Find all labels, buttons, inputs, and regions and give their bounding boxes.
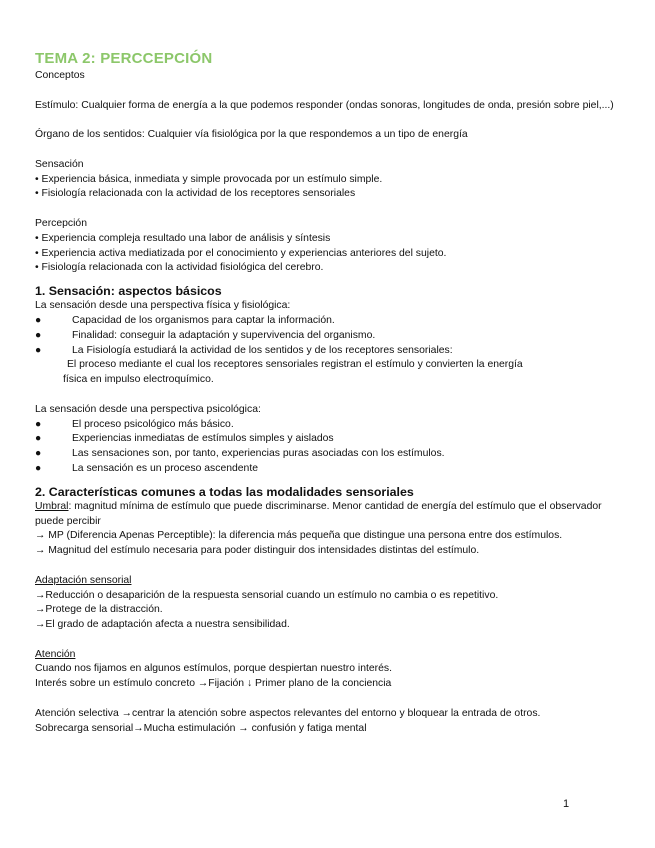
umbral-text: : magnitud mínima de estímulo que puede discriminarse. Menor cantidad de energía del estímulo que el observador puede percibir (35, 500, 602, 527)
section1-bullet (35, 447, 625, 462)
percepcion-item: • Experiencia compleja resultado una labor de análisis y síntesis (35, 232, 331, 244)
estimulo-definition: Estímulo: Cualquier forma de energía a la que podemos responder (ondas sonoras, longitudes de onda, presión sobre piel,...) (35, 99, 614, 111)
document-page (35, 49, 625, 736)
percepcion-item: • Experiencia activa mediatizada por el conocimiento y experiencias anteriores del sujeto. (35, 247, 447, 259)
bullet-dot: ● (35, 344, 42, 356)
sensacion-item: • Fisiología relacionada con la actividad de los receptores sensoriales (35, 188, 356, 200)
bullet-text: La Fisiología estudiará la actividad de los sentidos y de los receptores sensoriales: (72, 344, 453, 356)
atencion-heading: Atención (35, 648, 76, 660)
bullet-dot: ● (35, 462, 42, 474)
section1-bullet (35, 462, 625, 477)
bullet-text: Finalidad: conseguir la adaptación y supervivencia del organismo. (72, 329, 376, 341)
section1-intro-psychological: La sensación desde una perspectiva psicológica: (35, 403, 261, 415)
bullet-text: El proceso psicológico más básico. (72, 418, 234, 430)
umbral-label: Umbral (35, 500, 69, 512)
section1-bullet (35, 432, 625, 447)
bullet-text: La sensación es un proceso ascendente (72, 462, 259, 474)
sensacion-heading: Sensación (35, 158, 84, 170)
section1-heading: 1. Sensación: aspectos básicos (35, 284, 222, 299)
adaptacion-item: →El grado de adaptación afecta a nuestra sensibilidad. (35, 619, 290, 631)
section1-bullet (35, 344, 625, 359)
mp-definition: → MP (Diferencia Apenas Perceptible): la diferencia más pequeña que distingue una persona entre dos estímulos. (35, 530, 563, 542)
conceptos-label: Conceptos (35, 70, 85, 81)
bullet-text: Experiencias inmediatas de estímulos simples y aislados (72, 433, 334, 445)
bullet-text: Las sensaciones son, por tanto, experiencias puras asociadas con los estímulos. (72, 448, 445, 460)
section1-subtext: física en impulso electroquímico. (63, 374, 214, 386)
bullet-dot: ● (35, 448, 42, 460)
atencion-item: Cuando nos fijamos en algunos estímulos, porque despiertan nuestro interés. (35, 663, 392, 675)
sensacion-item: • Experiencia básica, inmediata y simple provocada por un estímulo simple. (35, 173, 383, 185)
adaptacion-item: →Reducción o desaparición de la respuesta sensorial cuando un estímulo no cambia o es repetitivo. (35, 589, 499, 601)
atencion-selectiva: Atención selectiva →centrar la atención sobre aspectos relevantes del entorno y bloquear la entrada de otros. (35, 707, 541, 719)
section1-intro-physical: La sensación desde una perspectiva física y fisiológica: (35, 300, 291, 312)
section1-bullet (35, 314, 625, 329)
page-number: 1 (563, 798, 570, 810)
percepcion-item: • Fisiología relacionada con la actividad fisiológica del cerebro. (35, 262, 324, 274)
bullet-dot: ● (35, 329, 42, 341)
percepcion-heading: Percepción (35, 217, 87, 229)
section2-heading: 2. Características comunes a todas las modalidades sensoriales (35, 484, 414, 499)
adaptacion-item: →Protege de la distracción. (35, 604, 163, 616)
organo-definition: Órgano de los sentidos: Cualquier vía fisiológica por la que respondemos a un tipo de energía (35, 129, 468, 141)
adaptacion-heading: Adaptación sensorial (35, 574, 132, 586)
section1-subtext: El proceso mediante el cual los receptores sensoriales registran el estímulo y convierten la energía (67, 359, 523, 371)
section1-bullet (35, 329, 625, 344)
section1-bullet (35, 418, 625, 433)
magnitud-definition: → Magnitud del estímulo necesaria para poder distinguir dos intensidades distintas del estímulo. (35, 545, 480, 557)
bullet-dot: ● (35, 418, 42, 430)
bullet-text: Capacidad de los organismos para captar la información. (72, 314, 335, 326)
bullet-dot: ● (35, 314, 42, 326)
document-title: TEMA 2: PERCCEPCIÓN (35, 50, 213, 67)
bullet-dot: ● (35, 433, 42, 445)
atencion-item: Interés sobre un estímulo concreto →Fijación ↓ Primer plano de la conciencia (35, 678, 392, 690)
sobrecarga-sensorial: Sobrecarga sensorial→Mucha estimulación → confusión y fatiga mental (35, 722, 367, 734)
umbral-paragraph (35, 500, 625, 530)
